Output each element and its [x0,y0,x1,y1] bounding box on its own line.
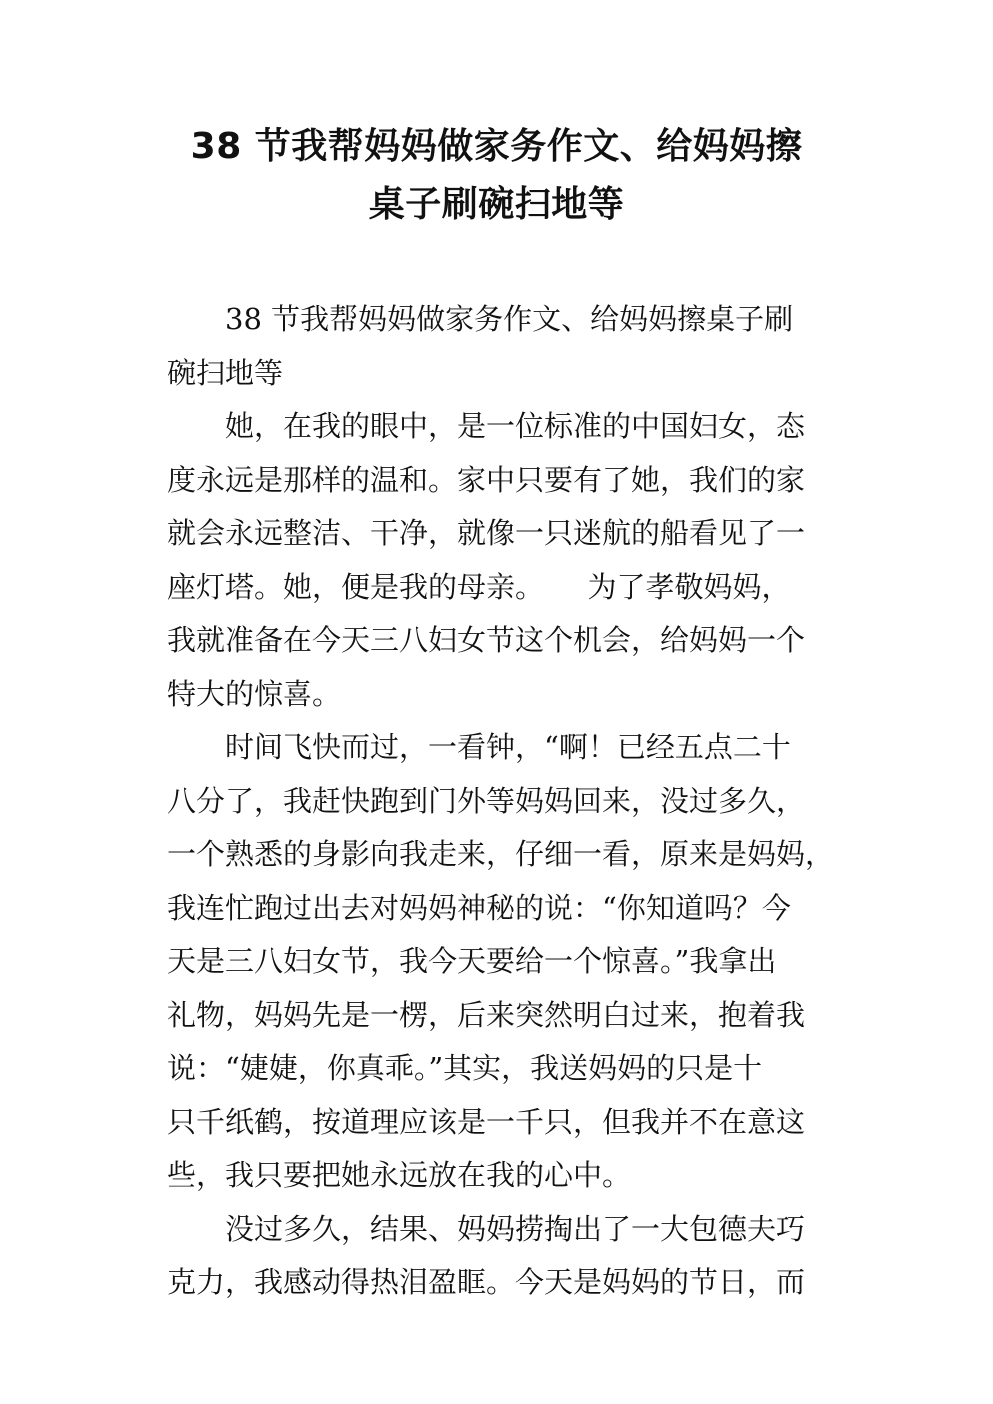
body-line: 一个熟悉的身影向我走来，仔细一看，原来是妈妈， [167,837,835,871]
body-line: 我连忙跑过出去对妈妈神秘的说：“你知道吗？今 [167,890,791,925]
body-line: 时间飞快而过，一看钟，“啊！已经五点二十 [167,730,791,764]
document-body [167,293,847,1310]
title-line-2: 桌子刷碗扫地等 [368,184,625,225]
body-line: 特大的惊喜。 [167,676,342,711]
body-line: 度永远是那样的温和。家中只要有了她，我们的家 [167,462,806,497]
body-line: 克力，我感动得热泪盈眶。今天是妈妈的节日，而 [167,1265,806,1299]
body-line: 八分了，我赶快跑到门外等妈妈回来，没过多久， [167,783,806,818]
body-line: 38 节我帮妈妈做家务作文、给妈妈擦桌子刷 [167,302,794,336]
body-line: 说：“婕婕，你真乖。”其实，我送妈妈的只是十 [167,1051,763,1085]
body-line: 座灯塔。她，便是我的母亲。 为了孝敬妈妈， [167,569,791,604]
body-line: 碗扫地等 [167,355,284,390]
document-title [150,118,843,234]
body-line: 我就准备在今天三八妇女节这个机会，给妈妈一个 [167,623,806,657]
body-line: 没过多久，结果、妈妈捞掏出了一大包德夫巧 [167,1211,806,1246]
body-line: 就会永远整洁、干净，就像一只迷航的船看见了一 [167,516,806,550]
body-line: 些，我只要把她永远放在我的心中。 [167,1158,632,1192]
body-line: 天是三八妇女节，我今天要给一个惊喜。”我拿出 [167,944,777,978]
body-line: 只千纸鹤，按道理应该是一千只，但我并不在意这 [167,1104,806,1139]
body-line: 礼物，妈妈先是一楞，后来突然明白过来，抱着我 [167,997,806,1032]
title-line-1: 38 节我帮妈妈做家务作文、给妈妈擦 [190,126,803,167]
body-line: 她，在我的眼中，是一位标准的中国妇女，态 [167,409,806,443]
